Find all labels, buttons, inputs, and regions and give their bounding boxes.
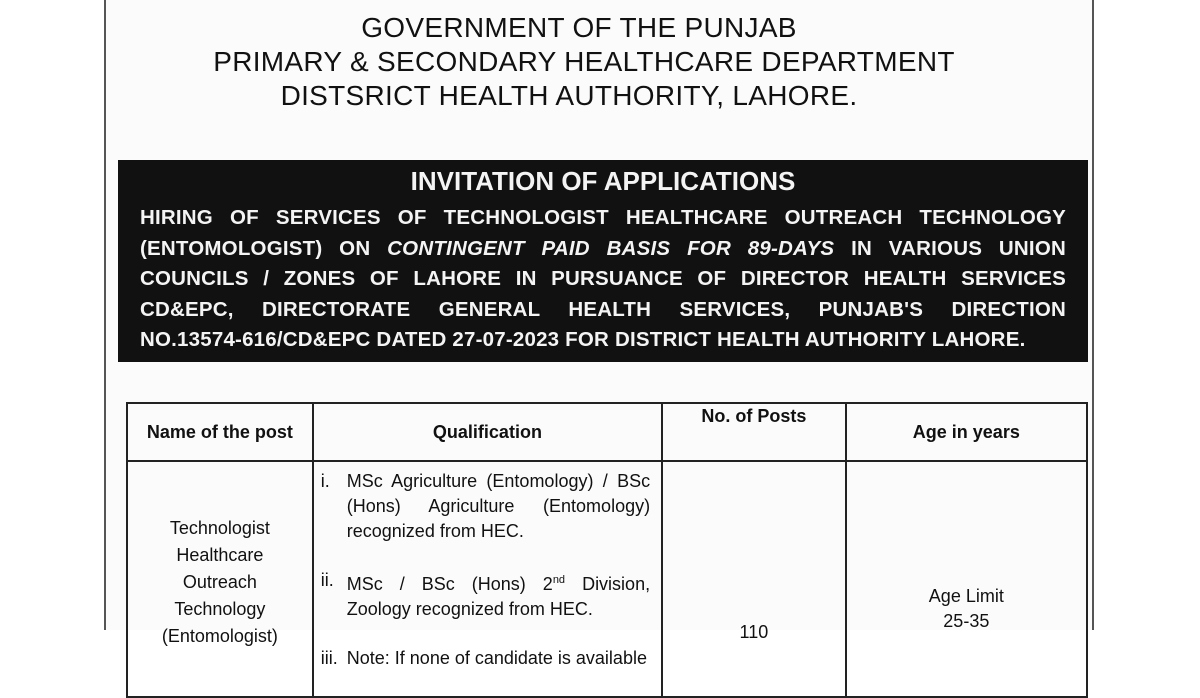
header-qualification: Qualification — [313, 403, 662, 461]
posts-table — [126, 402, 1088, 698]
invitation-notice — [118, 160, 1088, 362]
header-age: Age in years — [846, 403, 1087, 461]
qualification-text: Note: If none of candidate is available — [346, 648, 647, 668]
qualification-list — [315, 463, 660, 671]
table-row — [127, 461, 1087, 697]
notice-text-before: HIRING OF SERVICES OF TECHNOLOGIST HEALTHCARE OUTREACH TECHNOLOGY (ENTOMOLOGIST) ON — [140, 206, 1066, 260]
post-name-line: Outreach — [182, 572, 257, 592]
header-post: Name of the post — [127, 403, 313, 461]
header-authority: DISTSRICT HEALTH AUTHORITY, LAHORE. — [280, 80, 858, 111]
qualification-text: MSc Agriculture (Entomology) / BSc (Hons) Agriculture (Entomology) recognized from HEC. — [346, 471, 651, 541]
qualification-item — [321, 646, 650, 671]
qualification-number: i. — [320, 471, 330, 491]
qualification-text-pre: MSc / BSc (Hons) 2 — [346, 574, 553, 594]
age-limit-label: Age Limit — [928, 586, 1004, 606]
advertisement-page — [104, 0, 1094, 668]
qualification-number: ii. — [320, 570, 334, 590]
header-government: GOVERNMENT OF THE PUNJAB — [361, 12, 797, 43]
qualification-item — [321, 469, 650, 544]
qualification-text-post: Division, Zoology recognized from HEC. — [346, 574, 651, 619]
notice-body — [140, 203, 1066, 356]
qualification-number: iii. — [320, 648, 338, 668]
post-name-line: (Entomologist) — [161, 626, 278, 646]
notice-title: INVITATION OF APPLICATIONS — [410, 166, 796, 196]
num-posts-cell: 110 — [662, 461, 846, 697]
notice-emphasis: CONTINGENT PAID BASIS FOR 89-DAYS — [387, 236, 835, 260]
qualification-text — [347, 568, 650, 622]
post-name-line: Technologist — [169, 518, 270, 538]
post-name-line: Technology — [174, 599, 266, 619]
notice-text-after: IN VARIOUS UNION COUNCILS / ZONES OF LAHORE IN PURSUANCE OF DIRECTOR HEALTH SERVICES CD&EPC, DIRECTORATE GENERAL HEALTH SERVICES, PUNJAB'S DIRECTION — [140, 236, 1066, 321]
age-limit-range: 25-35 — [943, 611, 990, 631]
age-cell — [846, 461, 1087, 697]
qualification-item — [321, 568, 650, 622]
notice-text-last: NO.13574-616/CD&EPC DATED 27-07-2023 FOR DISTRICT HEALTH AUTHORITY LAHORE. — [140, 328, 1026, 351]
qualification-superscript: nd — [552, 574, 566, 586]
table-header-row — [127, 403, 1087, 461]
post-name-cell — [127, 461, 313, 697]
qualification-cell — [313, 461, 662, 697]
post-name-line: Healthcare — [176, 545, 264, 565]
header-num-posts: No. of Posts — [662, 403, 846, 461]
header-department: PRIMARY & SECONDARY HEALTHCARE DEPARTMENT — [213, 46, 955, 77]
